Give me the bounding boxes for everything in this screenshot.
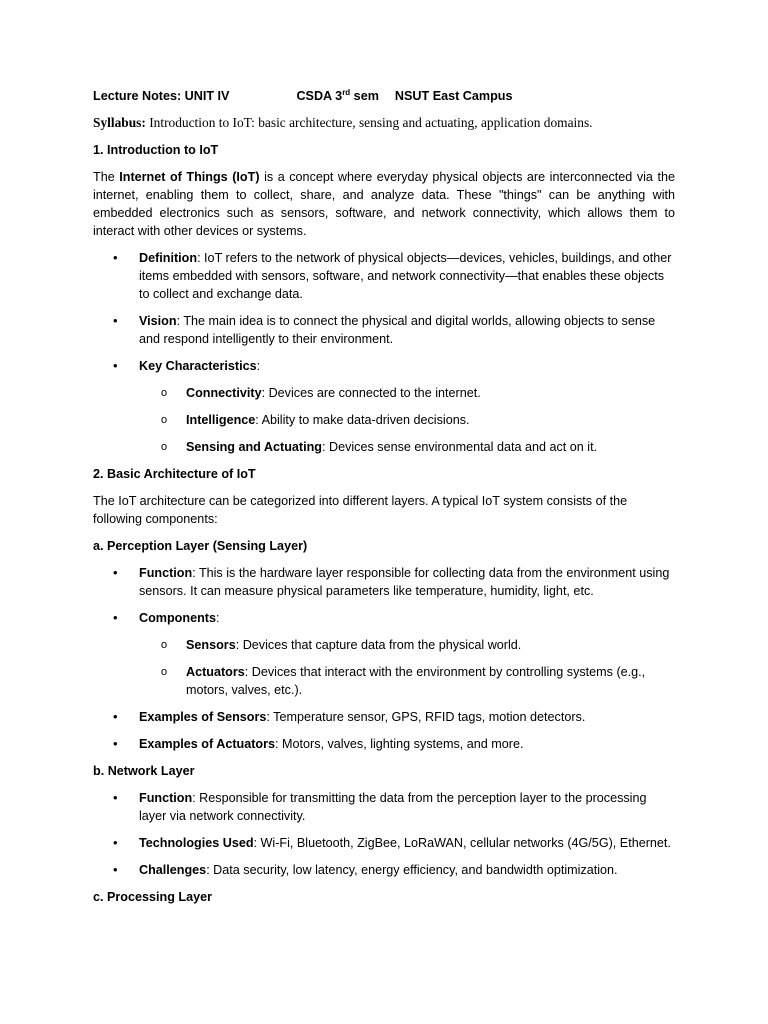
document-body xyxy=(93,87,675,915)
sub-list-item: o Sensors: Devices that capture data from the physical world. xyxy=(161,638,522,652)
sub-bullet-list xyxy=(139,636,675,699)
list-item: • Examples of Actuators: Motors, valves, lighting systems, and more. xyxy=(113,736,524,751)
sub-bullet-list xyxy=(139,384,675,456)
list-item: • Components: o Sensors: Devices that capture data from the physical world. o Actuators: Devices that interact with the environment by controlling systems (e.g., motors, valves, etc.). xyxy=(93,609,675,699)
bullet-list xyxy=(93,249,675,456)
sub-list-item: o Intelligence: Ability to make data-driven decisions. xyxy=(161,413,470,427)
list-item: • Technologies Used: Wi-Fi, Bluetooth, ZigBee, LoRaWAN, cellular networks (4G/5G), Ethernet. xyxy=(113,835,671,850)
course-info: CSDA 3rd sem xyxy=(296,87,379,103)
lecture-title: Lecture Notes: UNIT IV xyxy=(93,89,230,103)
circle-bullet-icon: o xyxy=(161,666,168,678)
list-item: • Definition: IoT refers to the network of physical objects—devices, vehicles, buildings, and other items embedded with sensors, software, and network connectivity—that enables these objects to collect and exchange data. xyxy=(113,250,672,301)
architecture-paragraph: The IoT architecture can be categorized into different layers. A typical IoT system consists of the following components: xyxy=(93,494,628,526)
subsection-heading: c. Processing Layer xyxy=(93,890,213,904)
bullet-list xyxy=(93,789,675,879)
bullet-icon: • xyxy=(113,736,118,751)
list-item: • Function: Responsible for transmitting the data from the perception layer to the processing layer via network connectivity. xyxy=(113,790,647,823)
list-item: • Function: This is the hardware layer responsible for collecting data from the environment using sensors. It can measure physical parameters like temperature, humidity, light, etc. xyxy=(113,565,670,598)
intro-paragraph: The Internet of Things (IoT) is a concept where everyday physical objects are interconnected via the internet, enabling them to collect, share, and analyze data. These "things" can be anything with embedded electronics such as sensors, software, and network connectivity, which allows them to interact with other devices or systems. xyxy=(93,170,675,238)
subsection-heading: a. Perception Layer (Sensing Layer) xyxy=(93,539,308,553)
document-header xyxy=(93,87,675,105)
circle-bullet-icon: o xyxy=(161,639,168,651)
bullet-icon: • xyxy=(113,358,118,373)
bullet-icon: • xyxy=(113,790,118,805)
bullet-icon: • xyxy=(113,835,118,850)
sub-list-item: o Actuators: Devices that interact with the environment by controlling systems (e.g., motors, valves, etc.). xyxy=(161,665,646,697)
list-item: • Challenges: Data security, low latency, energy efficiency, and bandwidth optimization. xyxy=(113,862,618,877)
circle-bullet-icon: o xyxy=(161,441,168,453)
subsection-heading: b. Network Layer xyxy=(93,764,195,778)
bullet-list xyxy=(93,564,675,753)
section-heading: 1. Introduction to IoT xyxy=(93,143,219,157)
bullet-icon: • xyxy=(113,313,118,328)
bullet-icon: • xyxy=(113,250,118,265)
list-item: • Examples of Sensors: Temperature sensor, GPS, RFID tags, motion detectors. xyxy=(113,709,586,724)
section-heading: 2. Basic Architecture of IoT xyxy=(93,467,256,481)
campus-name: NSUT East Campus xyxy=(394,89,513,103)
syllabus-line: Syllabus: Introduction to IoT: basic architecture, sensing and actuating, application domains. xyxy=(93,115,593,130)
bullet-icon: • xyxy=(113,565,118,580)
bullet-icon: • xyxy=(113,862,118,877)
bullet-icon: • xyxy=(113,610,118,625)
bullet-icon: • xyxy=(113,709,118,724)
list-item: • Key Characteristics: o Connectivity: Devices are connected to the internet. o Intelligence: Ability to make data-driven decisions. o Sensing and Actuating: Devices sense environmental data and act on it. xyxy=(93,357,675,456)
circle-bullet-icon: o xyxy=(161,414,168,426)
sub-list-item: o Connectivity: Devices are connected to the internet. xyxy=(161,386,481,400)
list-item: • Vision: The main idea is to connect the physical and digital worlds, allowing objects to sense and respond intelligently to their environment. xyxy=(113,313,656,346)
sub-list-item: o Sensing and Actuating: Devices sense environmental data and act on it. xyxy=(161,440,598,454)
circle-bullet-icon: o xyxy=(161,387,168,399)
